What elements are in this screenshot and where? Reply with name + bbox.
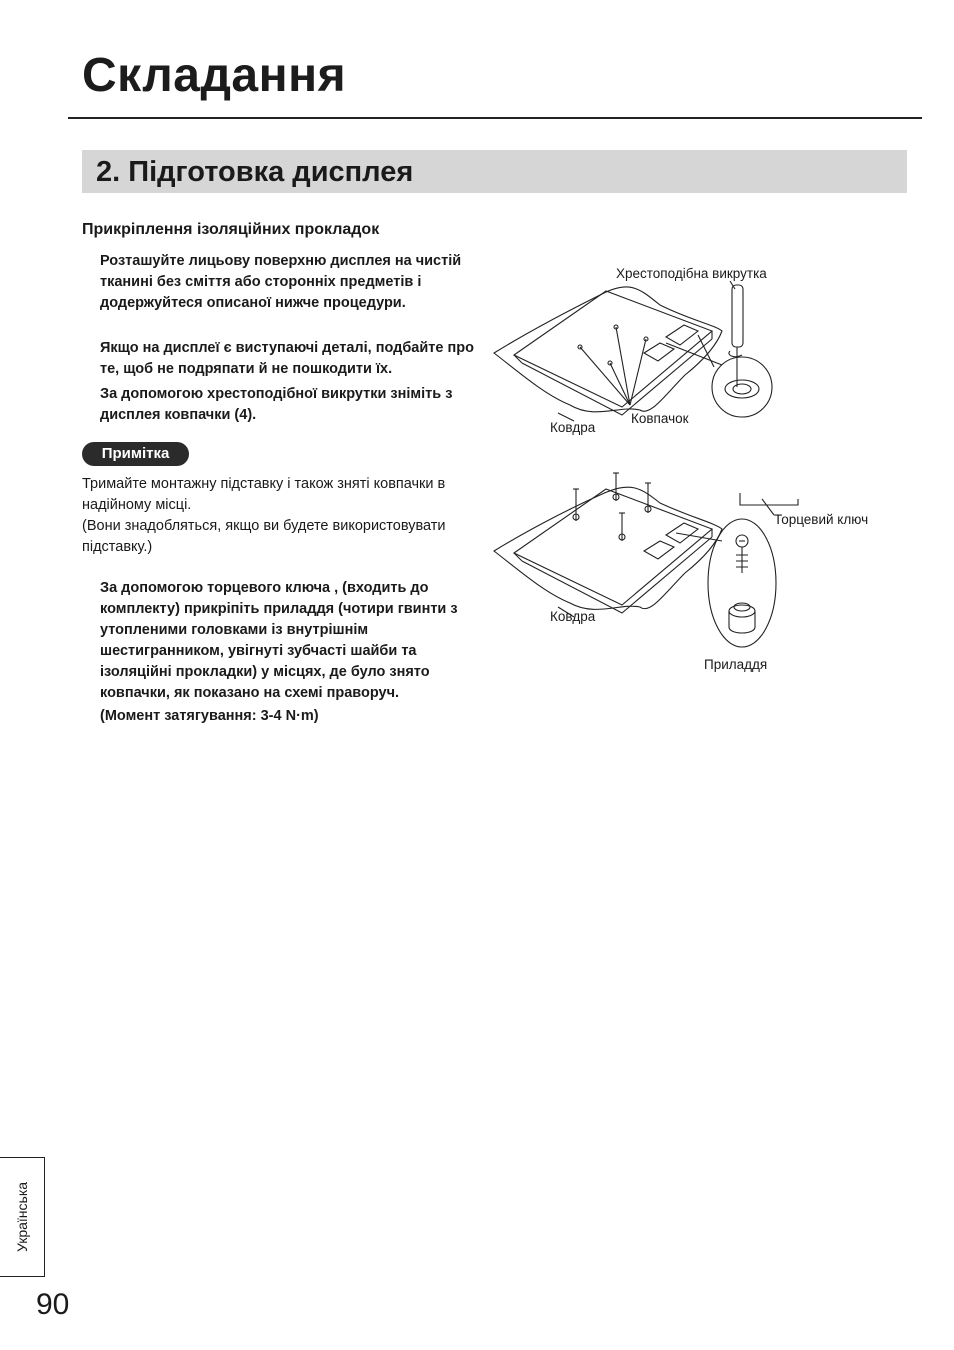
- label-cap: Ковпачок: [631, 411, 689, 426]
- figure-attach-accessories: [490, 465, 890, 680]
- step1-paragraph-3: За допомогою хрестоподібної викрутки зніміть з дисплея ковпачки (4).: [100, 386, 453, 423]
- section-title: 2. Підготовка дисплея: [96, 156, 414, 188]
- note-text: Тримайте монтажну підставку і також зняті ковпачки в надійному місці. (Вони знадобляться, якщо ви будете використовувати підставку.): [82, 476, 446, 555]
- page-number: 90: [36, 1288, 70, 1321]
- label-blanket-2: Ковдра: [550, 609, 596, 624]
- step1-paragraph-2: Якщо на дисплеї є виступаючі деталі, подбайте про те, щоб не подряпати й не пошкодити їх.: [100, 340, 474, 377]
- screw-icons: [573, 473, 651, 541]
- detail-ellipse: [708, 519, 776, 647]
- title-divider: [68, 117, 922, 119]
- screwdriver-icon: [732, 285, 743, 347]
- blanket-shape-2: [494, 487, 722, 609]
- note-badge: Примітка: [82, 442, 189, 466]
- blanket-shape: [494, 287, 722, 412]
- figure-remove-caps: [490, 255, 790, 440]
- detail-circle: [712, 357, 772, 417]
- torque-spec: (Момент затягування: 3-4 N·m): [100, 708, 319, 724]
- subheading: Прикріплення ізоляційних прокладок: [82, 221, 380, 238]
- section-header: [82, 150, 907, 193]
- language-tab: [0, 1157, 45, 1277]
- page-title: Складання: [82, 49, 347, 102]
- step2-paragraph: За допомогою торцевого ключа , (входить до комплекту) прикріпіть приладдя (чотири гвинти з утопленими головками із внутрішнім шестигранником, увігнуті зубчасті шайби та ізоляційні прокладки) у місцях, де було знято ковпачки, як показано на схемі праворуч.: [100, 580, 458, 701]
- step1-paragraph-1: Розташуйте лицьову поверхню дисплея на чистій тканині без сміття або сторонніх предметів і додержуйтеся описаної нижче процедури.: [100, 253, 462, 311]
- hex-wrench-icon: [740, 493, 798, 505]
- label-hex-wrench: Торцевий ключ: [774, 512, 869, 527]
- label-blanket-1: Ковдра: [550, 420, 596, 435]
- label-screwdriver: Хрестоподібна викрутка: [616, 266, 767, 281]
- label-accessory: Приладдя: [704, 657, 768, 672]
- language-label: Українська: [14, 1181, 30, 1253]
